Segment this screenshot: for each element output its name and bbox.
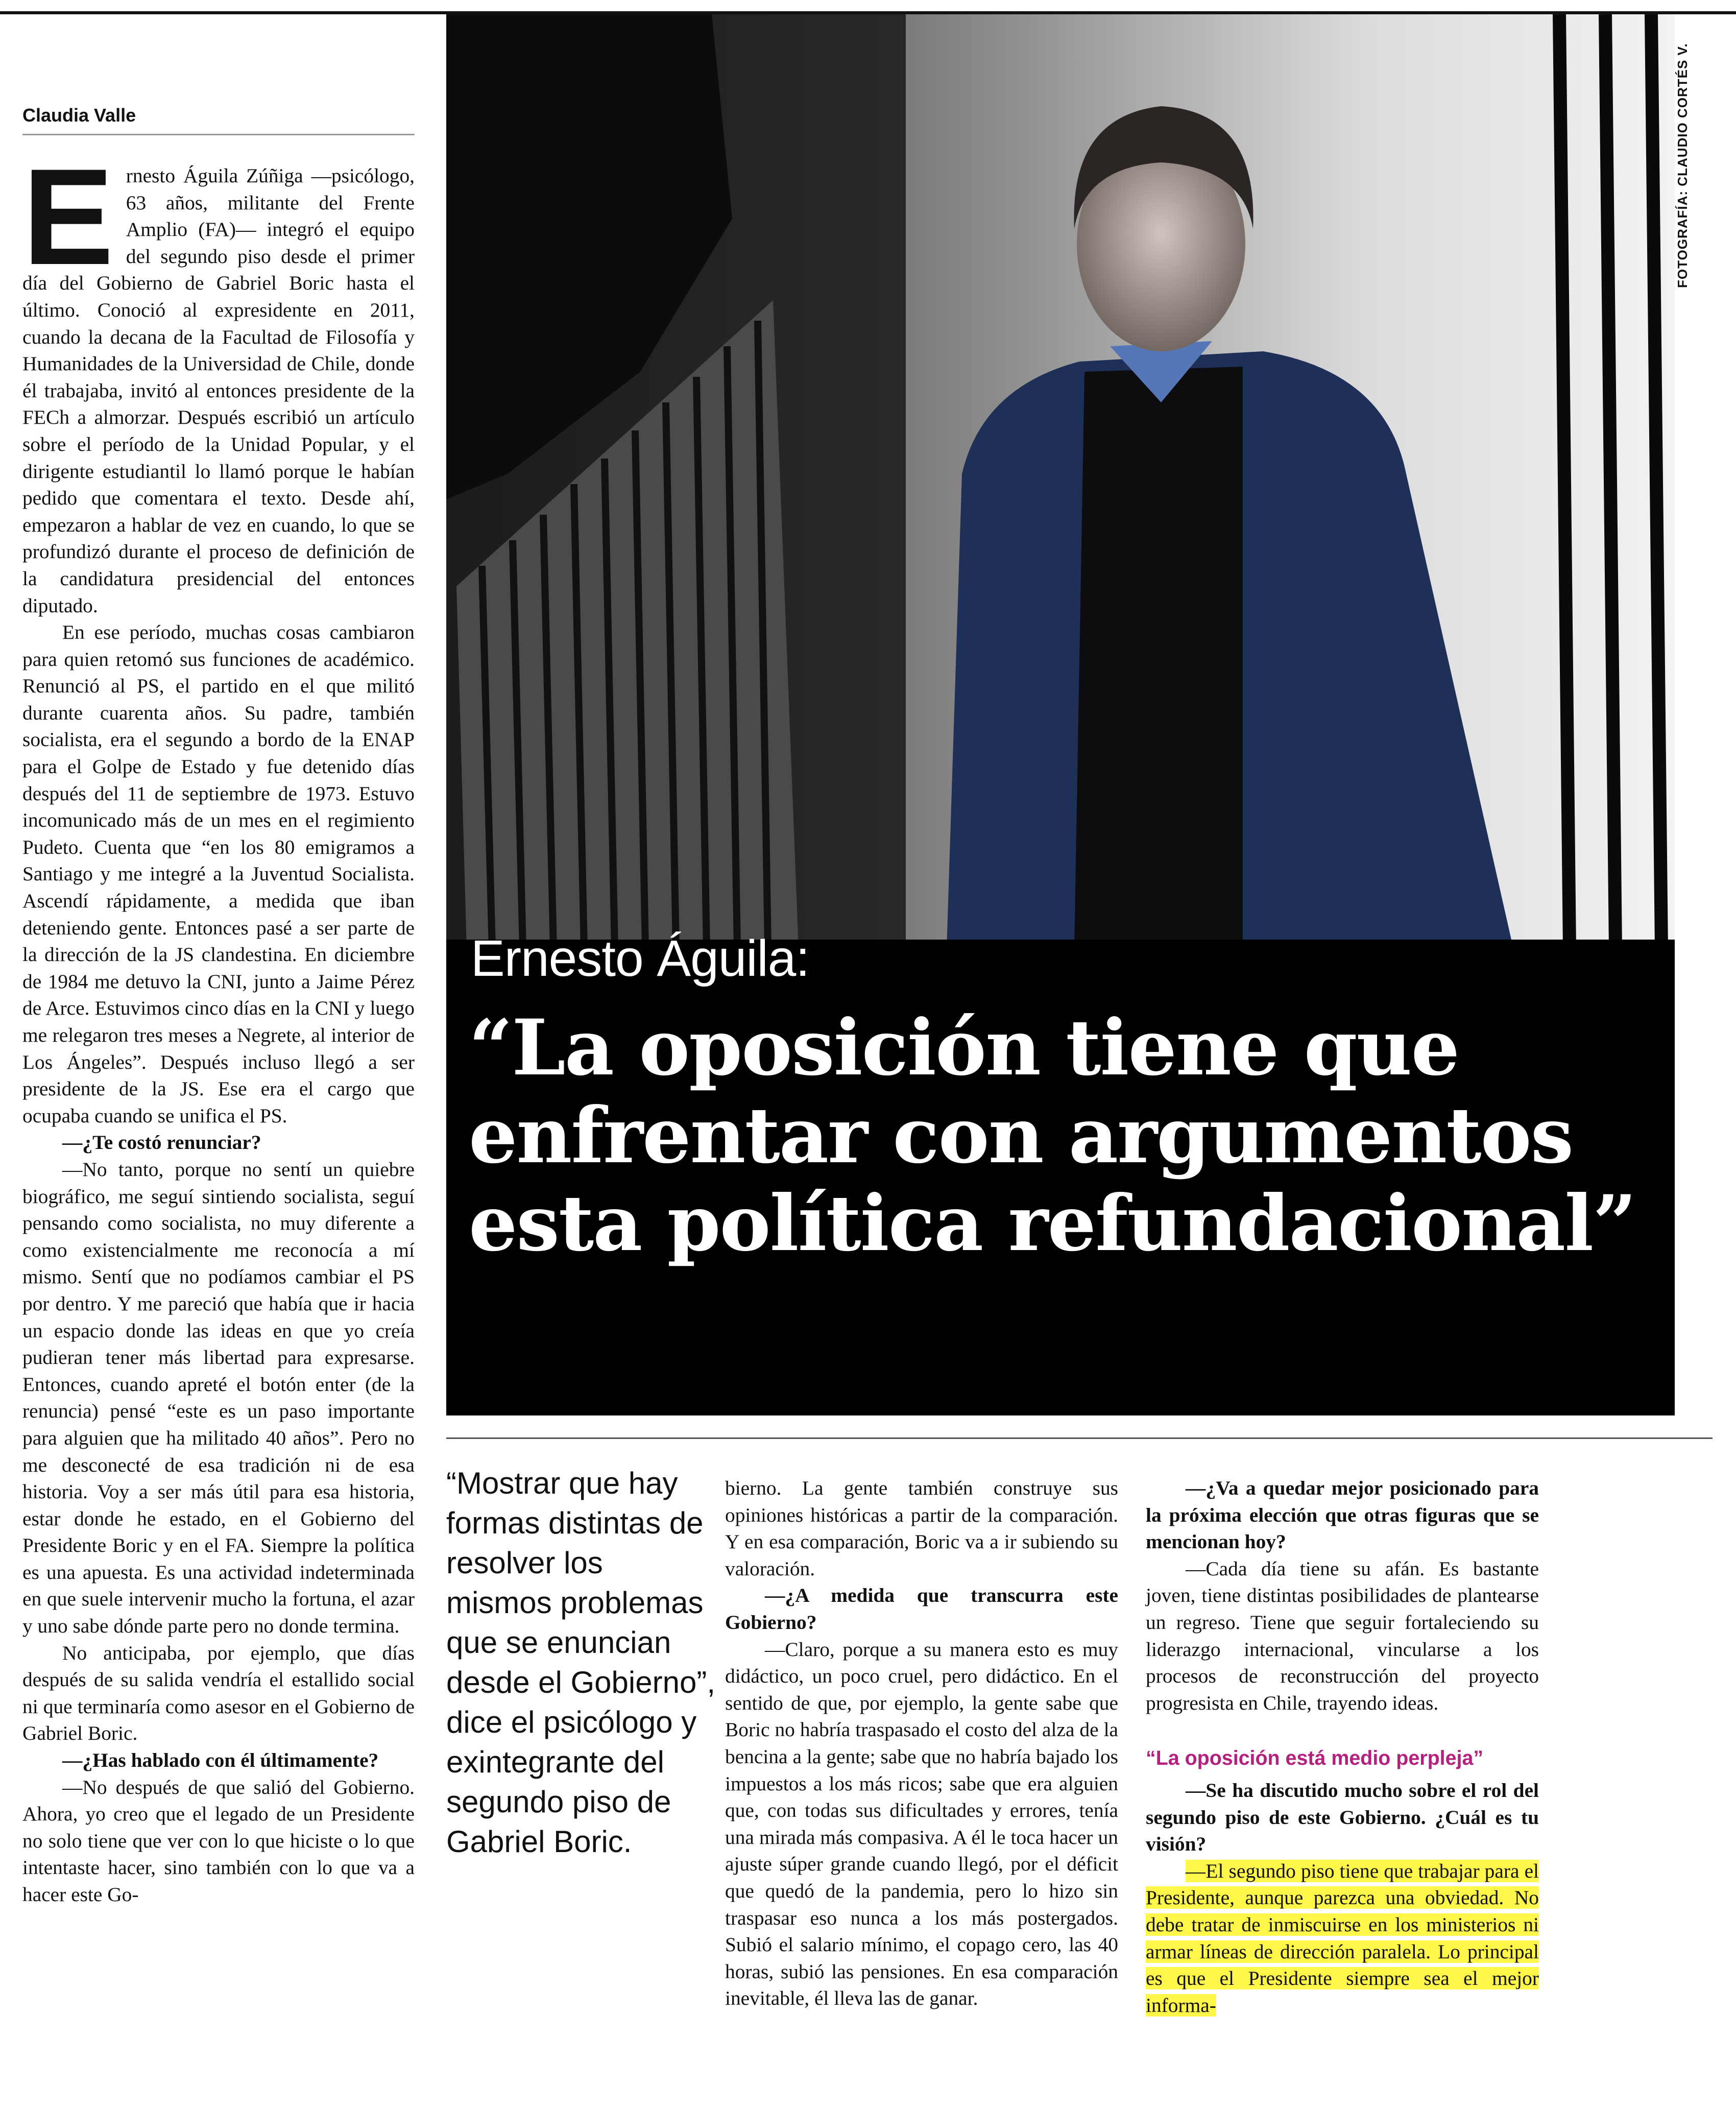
paragraph: No anticipaba, por ejemplo, que días después de su salida vendría el estallido social ni que terminaría como asesor en el Gobierno de Gabriel Boric.	[22, 1641, 415, 1745]
photo-credit-text: FOTOGRAFÍA: CLAUDIO CORTÉS V.	[1675, 43, 1690, 288]
question: —¿Va a quedar mejor posicionado para la próxima elección que otras figuras que se mencionan hoy?	[1146, 1477, 1539, 1553]
question: —¿Has hablado con él últimamente?	[62, 1749, 379, 1772]
answer: —No tanto, porque no sentí un quiebre biográfico, me seguí sintiendo socialista, seguí pensando como socialista, no muy diferente a como existencialmente me reconocía a mí mismo. Sentí que no podíamos cambiar el PS por dentro. Y me pareció que había que ir hacia un espacio donde las ideas en que yo creía pudieran tener más libertad para expresarse. Entonces, cuando apreté el botón enter (de la renuncia) pensé “este es un paso importante para alguien que ha militado 40 años”. Pero no me desconecté de esa tradición ni de esa historia. Voy a ser más útil para esa historia, estar donde he estado, en el Gobierno del Presidente Boric y en el FA. Siempre la política es una apuesta. Es una actividad indeterminada en que suele intervenir mucho la fortuna, el azar y uno sabe dónde parte pero no donde termina.	[22, 1158, 415, 1638]
highlighted-text: El segundo piso tiene que trabajar para el Presidente, aunque parezca una obviedad. No debe tratar de inmiscuirse en los ministerios ni armar líneas de dirección paralela. Lo principal es que el Presidente siempre sea el mejor informa-	[1146, 1859, 1539, 2017]
answer: —No después de que salió del Gobierno. Ahora, yo creo que el legado de un Presidente no solo tiene que ver con lo que hiciste o lo que intentaste hacer, sino también con lo que va a hacer este Go-	[22, 1775, 415, 1906]
section-rule	[446, 1437, 1713, 1439]
answer: —Claro, porque a su manera esto es muy didáctico, un poco cruel, pero didáctico. En el sentido de que, por ejemplo, la gente sabe que Boric no habría traspasado el costo del alza de la bencina a la gente; sabe que no habría bajado los impuestos a los más ricos; sabe que era alguien que, con todas sus dificultades y errores, tenía una mirada más compasiva. A él le toca hacer un ajuste súper grande cuando llegó, por el déficit que quedó de la pandemia, pero lo hizo sin traspasar eso nunca a los más postergados. Subió el salario mínimo, el copago cero, las 40 horas, subió las pensiones. En esa comparación inevitable, él lleva las de ganar.	[725, 1638, 1118, 2010]
highlight-dash: —	[1186, 1859, 1206, 1882]
lead-text: rnesto Águila Zúñiga —psicólogo, 63 años, militante del Frente Amplio (FA)— integró el equipo del segundo piso desde el primer día del Gobierno de Gabriel Boric hasta el último. Conoció al expresidente en 2011, cuando la decana de la Facultad de Filosofía y Humanidades de la Universidad de Chile, donde él trabajaba, invitó al entonces presidente de la FECh a almorzar. Después escribió un artículo sobre el período de la Unidad Popular, y el dirigente estudiantil lo llamó porque le habían pedido que comentara el texto. Desde ahí, empezaron a hablar de vez en cuando, lo que se profundizó durante el proceso de definición de la candidatura presidencial del entonces diputado.	[22, 164, 415, 617]
question: —Se ha discutido mucho sobre el rol del segundo piso de este Gobierno. ¿Cuál es tu visión?	[1146, 1779, 1539, 1856]
byline: Claudia Valle	[22, 105, 136, 126]
portrait-photo	[446, 14, 1675, 1415]
pull-quote: “Mostrar que hay formas distintas de resolver los mismos problemas que se enuncian desde el Gobierno”, dice el psicólogo y exintegrante del segundo piso de Gabriel Boric.	[446, 1466, 715, 1859]
subhead: “La oposición está medio perpleja”	[1146, 1747, 1484, 1770]
headline: “La oposición tiene que enfrentar con argumentos esta política refundacional”	[469, 1003, 1636, 1268]
question: —¿Te costó renunciar?	[62, 1131, 261, 1154]
kicker: Ernesto Águila:	[471, 930, 810, 987]
article-column-1	[22, 140, 415, 1908]
article-column-3	[725, 1475, 1118, 2012]
photo-credit	[1675, 22, 1695, 288]
paragraph: En ese período, muchas cosas cambiaron para quien retomó sus funciones de académico. Renunció al PS, el partido en el que militó durante cuarenta años. Su padre, también socialista, era el segundo a bordo de la ENAP para el Golpe de Estado y fue detenido días después del 11 de septiembre de 1973. Estuvo incomunicado más de un mes en el regimiento Pudeto. Cuenta que “en los 80 emigramos a Santiago y me integré a la Juventud Socialista. Ascendí rápidamente, a medida que iban deteniendo gente. Entonces pasé a ser parte de la dirección de la JS clandestina. En diciembre de 1984 me detuvo la CNI, junto a Jaime Pérez de Arce. Estuvimos cinco días en la CNI y luego me relegaron tres meses a Negrete, al interior de Los Ángeles”. Después incluso llegó a ser presidente de la JS. Ese era el cargo que ocupaba cuando se unifica el PS.	[22, 621, 415, 1127]
paragraph: bierno. La gente también construye sus opiniones históricas a partir de la comparación. Y en esa comparación, Boric va a ir subiendo su valoración.	[725, 1477, 1118, 1580]
lead-paragraph	[22, 140, 415, 619]
portrait-photo-icon	[446, 14, 1675, 949]
article-column-4	[1146, 1475, 1539, 2019]
answer	[1146, 1858, 1539, 2019]
byline-rule	[22, 134, 415, 135]
question: —¿A medida que transcurra este Gobierno?	[725, 1584, 1118, 1634]
drop-cap: E	[22, 140, 114, 293]
answer: —Cada día tiene su afán. Es bastante joven, tiene distintas posibilidades de plantearse un regreso. Tiene que seguir fortaleciendo su liderazgo internacional, vincularse a los procesos de reconstrucción del proyecto progresista en Chile, trayendo ideas.	[1146, 1557, 1539, 1714]
